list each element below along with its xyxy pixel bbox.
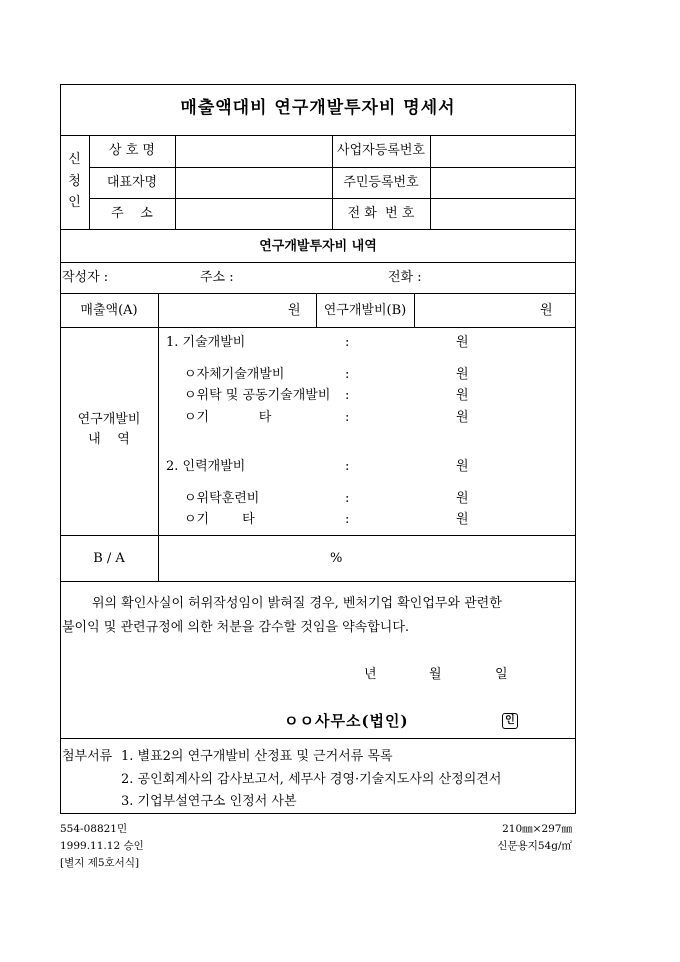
detail-item-unit: 원 xyxy=(456,512,469,527)
footer-size: 210㎜×297㎜ xyxy=(502,823,572,835)
detail-item-text: ㅇ기 타 xyxy=(184,410,272,425)
attachment-item: 1. 별표2의 연구개발비 산정표 및 근거서류 목록 xyxy=(121,749,393,764)
author-address-label: 주소 : xyxy=(200,270,234,285)
rnd-unit: 원 xyxy=(540,303,553,318)
rnd-label: 연구개발비(B) xyxy=(323,303,407,318)
office-name: ㅇㅇ사무소(법인) xyxy=(284,712,409,730)
seal-stamp: 인 xyxy=(502,713,518,729)
sales-label: 매출액(A) xyxy=(80,303,138,318)
form-frame xyxy=(60,84,576,814)
date-day: 일 xyxy=(495,667,508,682)
applicant-label-2: 청 xyxy=(68,174,81,189)
detail-item-unit: 원 xyxy=(456,335,469,350)
resident-no-label: 주민등록번호 xyxy=(343,175,419,190)
detail-item-unit: 원 xyxy=(456,367,469,382)
statement-line2: 불이익 및 관련규정에 의한 처분을 감수할 것임을 약속합니다. xyxy=(62,620,410,635)
detail-item-colon: : xyxy=(345,512,350,527)
detail-item-text: 2. 인력개발비 xyxy=(166,459,246,474)
detail-item-unit: 원 xyxy=(456,491,469,506)
author-label: 작성자 : xyxy=(62,270,109,285)
rule xyxy=(60,327,576,328)
company-name-label: 상 호 명 xyxy=(109,143,155,158)
detail-item-text: ㅇ기 타 xyxy=(184,512,255,527)
rule xyxy=(175,135,176,229)
detail-item-colon: : xyxy=(345,367,350,382)
detail-item-colon: : xyxy=(345,335,350,350)
attachment-item: 2. 공인회계사의 감사보고서, 세무사 경영·기술지도사의 산정의견서 xyxy=(121,772,502,787)
rule xyxy=(60,581,576,582)
detail-item-unit: 원 xyxy=(456,459,469,474)
address-label: 주 소 xyxy=(111,206,153,221)
sales-unit: 원 xyxy=(288,303,301,318)
date-month: 월 xyxy=(429,667,442,682)
details-label-line1: 연구개발비 xyxy=(77,412,141,427)
author-phone-label: 전화 : xyxy=(388,270,422,285)
detail-item-colon: : xyxy=(345,410,350,425)
phone-label: 전 화 번 호 xyxy=(347,206,415,221)
attachments-label: 첨부서류 xyxy=(62,749,113,764)
detail-item-text: ㅇ위탁 및 공동기술개발비 xyxy=(184,388,331,403)
rule xyxy=(60,535,576,536)
date-year: 년 xyxy=(364,667,377,682)
biz-reg-no-label: 사업자등록번호 xyxy=(337,143,425,158)
rule xyxy=(430,135,431,229)
footer-approval: 1999.11.12 승인 xyxy=(60,840,144,852)
detail-item-colon: : xyxy=(345,388,350,403)
detail-item-text: ㅇ자체기술개발비 xyxy=(184,367,285,382)
detail-item-unit: 원 xyxy=(456,388,469,403)
rule xyxy=(60,738,576,739)
ratio-label: B / A xyxy=(93,551,125,566)
rule xyxy=(60,262,576,263)
section-title: 연구개발투자비 내역 xyxy=(259,239,377,254)
ratio-unit: % xyxy=(330,551,343,566)
rule xyxy=(158,293,159,581)
detail-item-unit: 원 xyxy=(456,410,469,425)
rule xyxy=(60,135,576,136)
form-title: 매출액대비 연구개발투자비 명세서 xyxy=(180,98,456,118)
rule xyxy=(60,293,576,294)
detail-item-colon: : xyxy=(345,491,350,506)
rule xyxy=(414,293,415,327)
footer-paper: 신문용지54g/㎡ xyxy=(497,840,572,852)
attachment-item: 3. 기업부설연구소 인정서 사본 xyxy=(121,794,297,809)
representative-label: 대표자명 xyxy=(106,175,158,190)
detail-item-text: ㅇ위탁훈련비 xyxy=(184,491,260,506)
footer-code: 554-08821민 xyxy=(60,823,128,835)
footer-form-no: [별지 제5호서식] xyxy=(60,857,140,869)
details-label-line2: 내 역 xyxy=(88,432,130,447)
applicant-label-3: 인 xyxy=(68,195,81,210)
detail-item-colon: : xyxy=(345,459,350,474)
rule xyxy=(60,229,576,230)
applicant-label-1: 신 xyxy=(68,152,81,167)
detail-item-text: 1. 기술개발비 xyxy=(166,335,246,350)
statement-line1: 위의 확인사실이 허위작성임이 밝혀질 경우, 벤처기업 확인업무와 관련한 xyxy=(92,596,502,611)
